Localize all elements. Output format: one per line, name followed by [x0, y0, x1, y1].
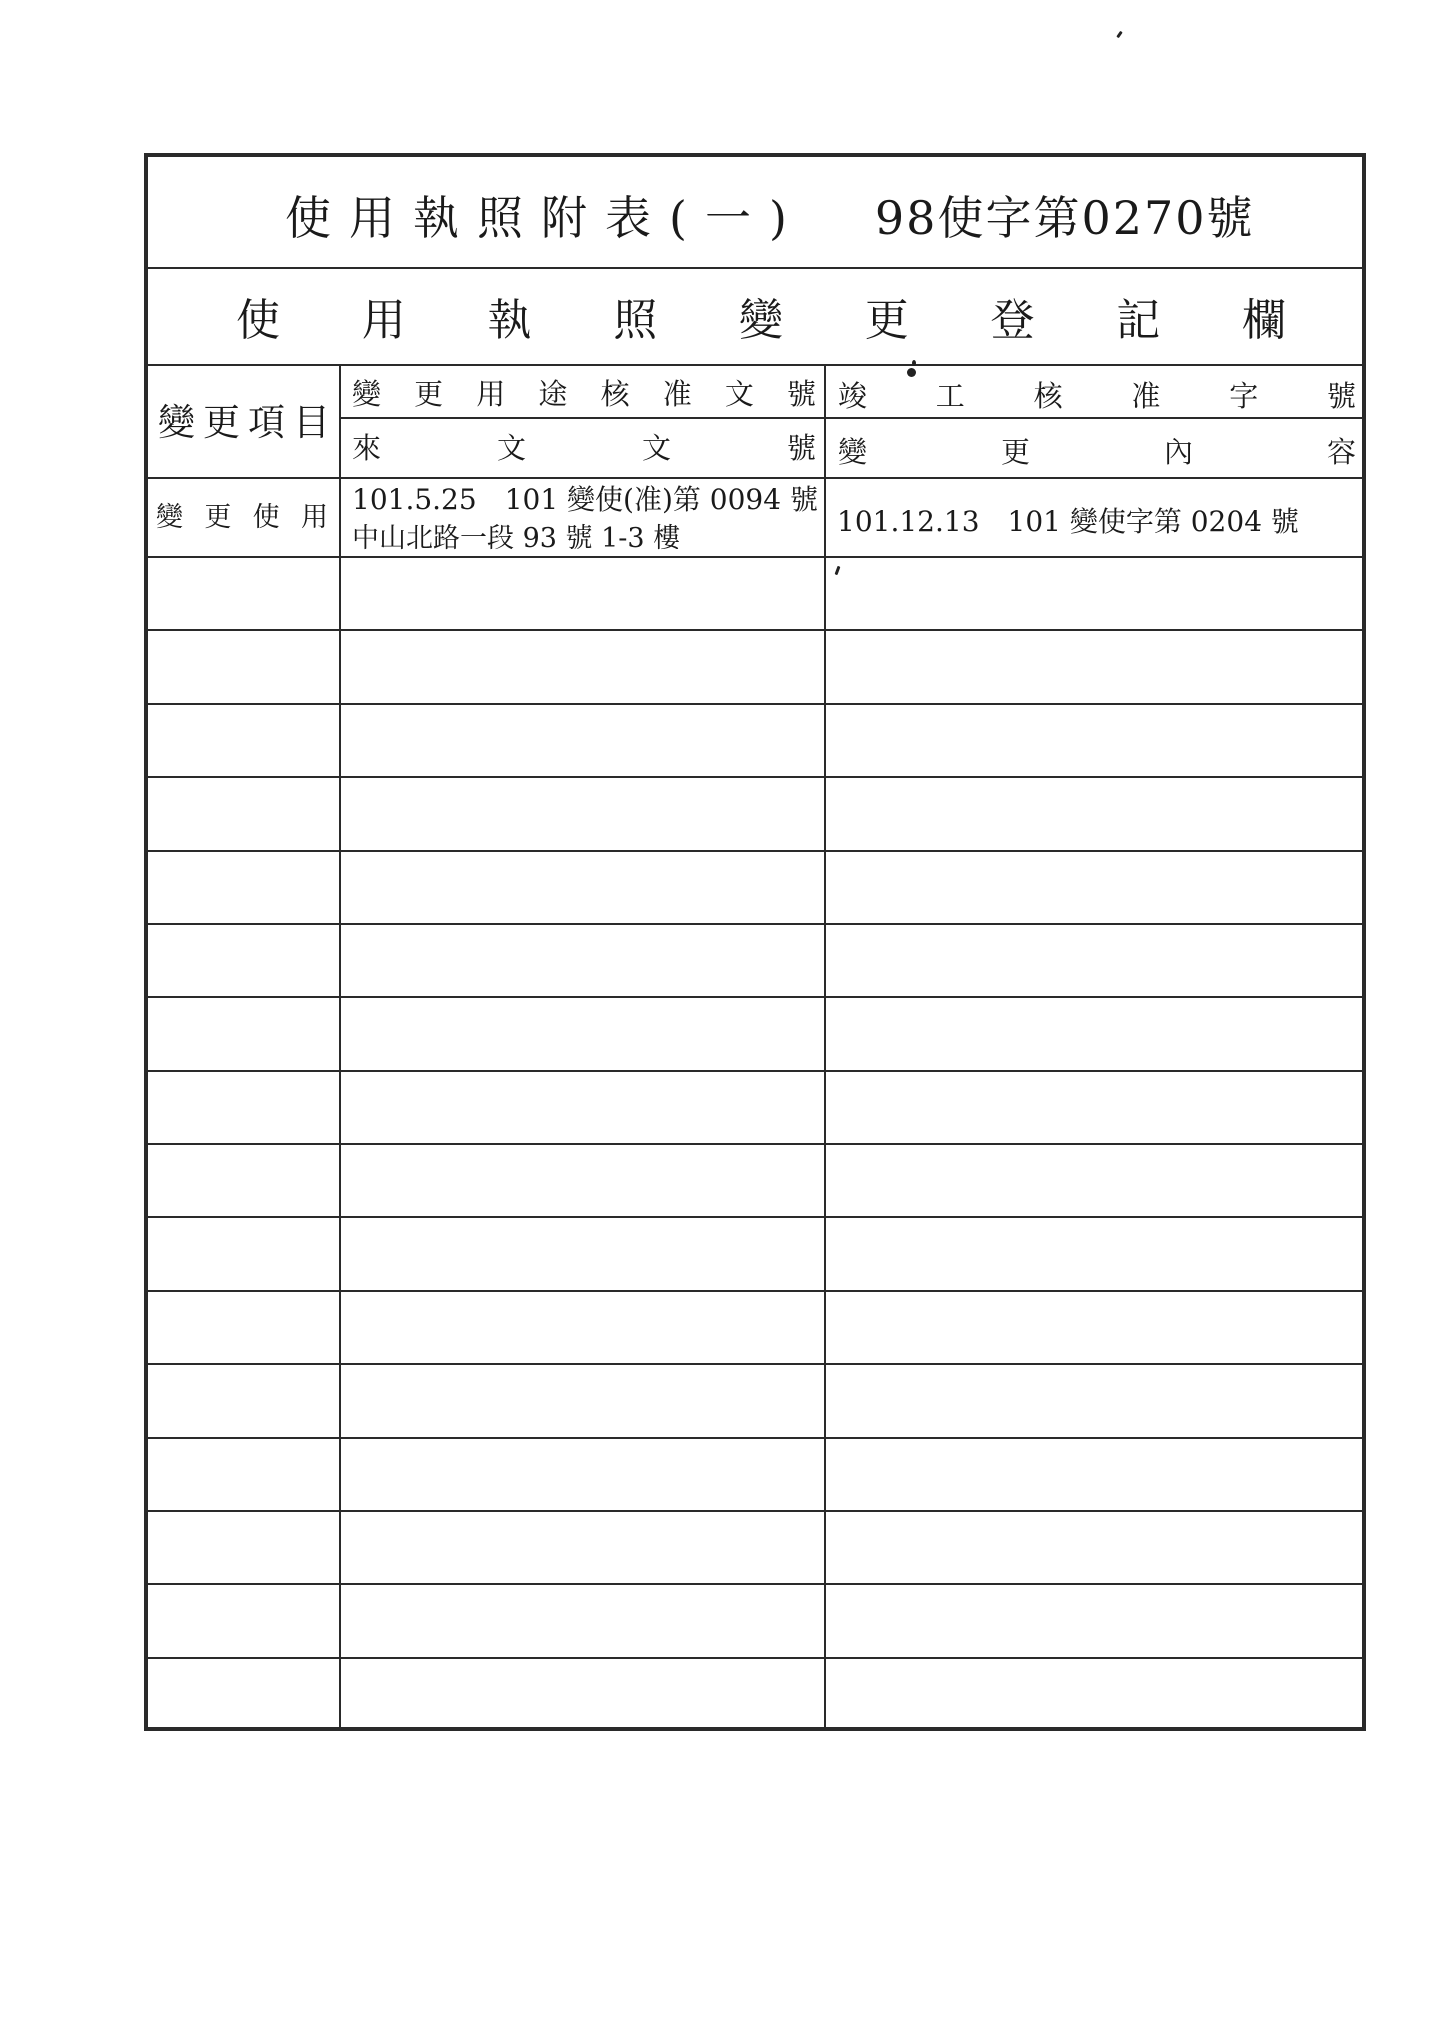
header-approval-doc-no-char: 核: [600, 376, 630, 411]
header-completion-no: [838, 380, 1356, 412]
header-change-content-char: 容: [1326, 434, 1356, 469]
register-title: [236, 296, 1286, 346]
header-incoming-doc-no-char: 文: [641, 430, 671, 465]
row-approval-doc-no: 101.5.25 101 變使(准)第 0094 號: [352, 483, 818, 516]
register-title-char: 記: [1116, 295, 1161, 346]
row-completion-no: 101.12.13 101 變使字第 0204 號: [837, 505, 1299, 538]
register-title-char: 欄: [1242, 295, 1286, 346]
register-title-char: 變: [739, 295, 783, 346]
header-approval-doc-no-char: 途: [538, 376, 568, 411]
header-approval-doc-no-char: 更: [414, 376, 444, 411]
form-title: 使用執照附表(一): [285, 191, 805, 245]
register-title-char: 更: [864, 295, 909, 346]
header-incoming-doc-no: [352, 432, 816, 464]
header-change-item-char: 目: [293, 400, 330, 444]
register-title-char: 使: [236, 295, 280, 346]
header-completion-no-char: 竣: [838, 378, 868, 413]
header-completion-no-char: 號: [1326, 378, 1356, 413]
header-change-item-char: 變: [158, 400, 195, 444]
header-completion-no-char: 字: [1229, 378, 1259, 413]
row-change-item-char: 用: [300, 501, 328, 533]
header-incoming-doc-no-char: 來: [352, 430, 382, 465]
header-change-content: [838, 436, 1356, 468]
scan-speck: [912, 360, 916, 366]
register-title-char: 照: [613, 295, 658, 346]
header-approval-doc-no-char: 號: [786, 376, 816, 411]
row-change-item-char: 使: [252, 501, 280, 533]
form-title-line: [285, 191, 1255, 245]
header-completion-no-char: 准: [1131, 378, 1161, 413]
header-completion-no-char: 核: [1033, 378, 1063, 413]
license-number: 98使字第0270號: [874, 191, 1255, 245]
header-completion-no-char: 工: [935, 378, 965, 413]
header-approval-doc-no-char: 文: [724, 376, 754, 411]
header-change-content-char: 更: [1000, 434, 1030, 469]
row-change-item-char: 變: [156, 501, 183, 533]
header-change-content-char: 變: [838, 434, 868, 469]
header-change-content-char: 內: [1163, 434, 1193, 469]
row-dividers: [146, 557, 1364, 1658]
register-title-char: 執: [487, 295, 532, 346]
header-approval-doc-no-char: 准: [662, 376, 692, 411]
header-approval-doc-no: [352, 378, 816, 410]
header-change-item: [158, 402, 330, 442]
header-change-item-char: 更: [203, 400, 240, 444]
row-address: 中山北路一段 93 號 1-3 樓: [352, 523, 681, 554]
header-approval-doc-no-char: 變: [352, 376, 382, 411]
register-title-char: 用: [361, 295, 406, 346]
header-incoming-doc-no-char: 號: [786, 430, 816, 465]
row-change-item-char: 更: [204, 501, 232, 533]
scan-speck: [907, 368, 916, 377]
header-approval-doc-no-char: 用: [476, 376, 506, 411]
header-incoming-doc-no-char: 文: [496, 430, 526, 465]
header-change-item-char: 項: [248, 400, 285, 444]
register-title-char: 登: [990, 295, 1035, 346]
row-change-item: [156, 502, 328, 532]
